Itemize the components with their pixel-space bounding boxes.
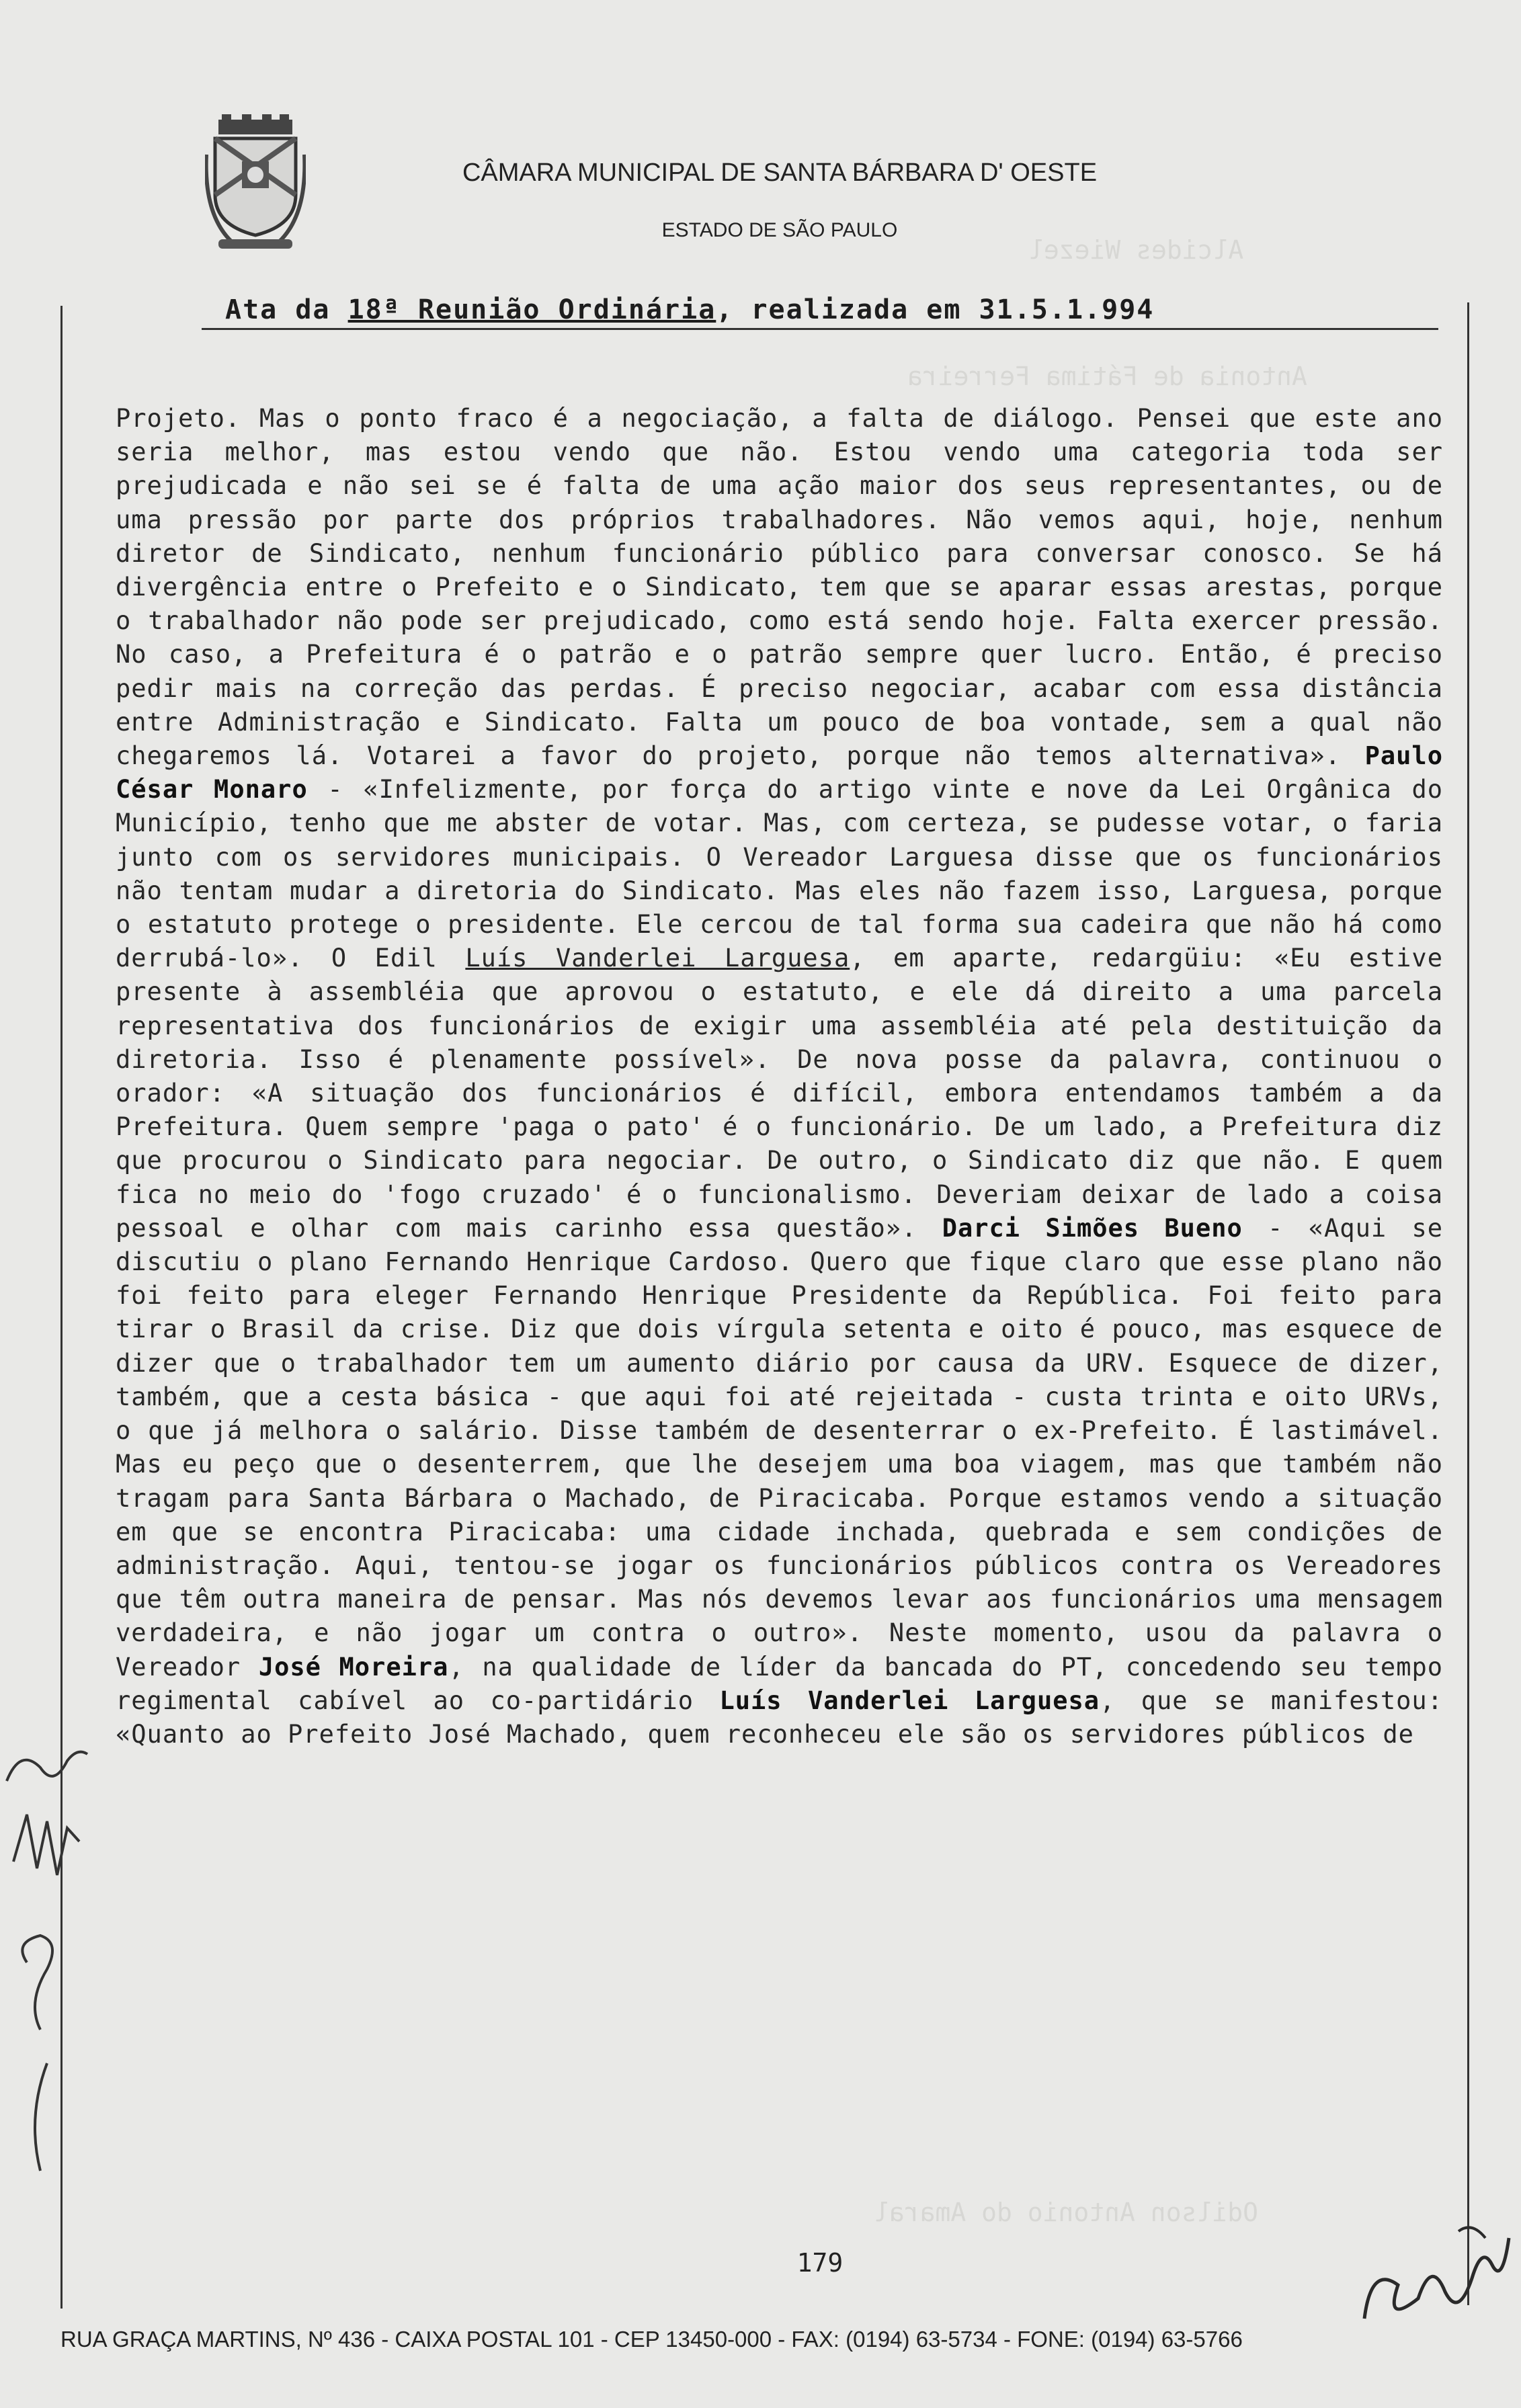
body-text-segment: Projeto. Mas o ponto fraco é a negociação, a falta de diálogo. Pensei que este ano seria melhor, mas estou vendo que não. Estou vendo uma categoria toda ser prejudicada e não sei se é falta de uma ação maior dos seus representantes, ou de uma pressão por parte dos próprios trabalhadores. Não vemos aqui, hoje, nenhum diretor de Sindicato, nenhum funcionário público para conversar conosco. Se há divergência entre o Prefeito e o Sindicato, tem que se aparar essas arestas, porque o trabalhador não pode ser prejudicado, como está sendo hoje. Falta exercer pressão. No caso, a Prefeitura é o patrão e o patrão sempre quer lucro. Então, é preciso pedir mais na correção das perdas. É preciso negociar, acabar com essa distância entre Administração e Sindicato. Falta um pouco de boa vontade, sem a qual não chegaremos lá. Votarei a favor do projeto, porque não temos alternativa». — [116, 404, 1443, 771]
bleed-through-text: Odilson Antonio do Amaral — [874, 2198, 1258, 2227]
bleed-through-text: Alcides Wiezel — [1028, 235, 1244, 265]
minutes-title — [225, 294, 1368, 325]
page-number: 179 — [796, 2248, 844, 2278]
footer-address: RUA GRAÇA MARTINS, Nº 436 - CAIXA POSTAL 101 - CEP 13450-000 - FAX: (0194) 63-5734 - FONE: (0194) 63-5766 — [60, 2327, 1243, 2352]
title-meeting: 18ª Reunião Ordinária — [347, 294, 716, 325]
minutes-body — [116, 402, 1443, 1751]
body-text-segment: - «Infelizmente, por força do artigo vinte e nove da Lei Orgânica do Município, tenho que me abster de votar. Mas, com certeza, se pudesse votar, o faria junto com os servidores municipais. O Vereador Larguesa disse que os funcionários não tentam mudar a diretoria do Sindicato. Mas eles não fazem isso, Larguesa, porque o estatuto protege o presidente. Ele cercou de tal forma sua cadeira que não há como derrubá-lo». O Edil — [116, 775, 1443, 973]
body-text-segment: , que se manifestou: «Quanto ao Prefeito José Machado, quem reconheceu ele são os servidores públicos de — [116, 1686, 1443, 1749]
title-prefix: Ata da — [225, 294, 348, 325]
minutes-paragraph — [116, 402, 1443, 1751]
title-date: , realizada em 31.5.1.994 — [716, 294, 1155, 325]
speaker-name: Luís Vanderlei Larguesa — [719, 1686, 1100, 1715]
speaker-name: José Moreira — [258, 1652, 449, 1682]
bleed-through-text: Antonia de Fátima Ferreira — [907, 362, 1307, 391]
institution-state: ESTADO DE SÃO PAULO — [661, 219, 898, 241]
speaker-name: Luís Vanderlei Larguesa — [465, 944, 850, 973]
institution-name: CÂMARA MUNICIPAL DE SANTA BÁRBARA D' OESTE — [462, 159, 1098, 187]
right-margin-rule — [1467, 302, 1469, 2305]
speaker-name: Paulo César Monaro — [116, 741, 1443, 804]
body-text-segment: , na qualidade de líder da bancada do PT, concedendo seu tempo regimental cabível ao co-partidário — [116, 1652, 1444, 1715]
body-text-segment: - «Aqui se discutiu o plano Fernando Henrique Cardoso. Quero que fique claro que esse plano não foi feito para eleger Fernando Henrique Presidente da República. Foi feito para tirar o Brasil da crise. Diz que dois vírgula setenta e oito é pouco, mas esquece de dizer que o trabalhador tem um aumento diário por causa da URV. Esquece de dizer, também, que a cesta básica - que aqui foi até rejeitada - custa trinta e oito URVs, o que já melhora o salário. Disse também de desenterrar o ex-Prefeito. É lastimável. Mas eu peço que o desenterrem, que lhe desejem uma boa viagem, mas que também não tragam para Santa Bárbara o Machado, de Piracicaba. Porque estamos vendo a situação em que se encontra Piracicaba: uma cidade inchada, quebrada e sem condições de administração. Aqui, tentou-se jogar os funcionários públicos contra os Vereadores que têm outra maneira de pensar. Mas nós devemos levar aos funcionários uma mensagem verdadeira, e não jogar um contra o outro». Neste momento, usou da palavra o Vereador — [116, 1213, 1444, 1682]
speaker-name: Darci Simões Bueno — [942, 1213, 1243, 1243]
margin-signature-icon — [0, 1741, 94, 2177]
body-text-segment: , em aparte, redargüiu: «Eu estive presente à assembléia que aprovou o estatuto, e ele dá direito a uma parcela representativa dos funcionários de exigir uma assembléia até pela destituição da diretoria. Isso é plenamente possível». De nova posse da palavra, continuou o orador: «A situação dos funcionários é difícil, embora entendamos também a da Prefeitura. Quem sempre 'paga o pato' é o funcionário. De um lado, a Prefeitura diz que procurou o Sindicato para negociar. De outro, o Sindicato diz que não. E quem fica no meio do 'fogo cruzado' é o funcionalismo. Deveriam deixar de lado a coisa pessoal e olhar com mais carinho essa questão». — [116, 944, 1443, 1243]
coat-of-arms-icon — [205, 114, 306, 252]
signature-icon — [1358, 2218, 1512, 2332]
title-rule — [202, 328, 1438, 330]
